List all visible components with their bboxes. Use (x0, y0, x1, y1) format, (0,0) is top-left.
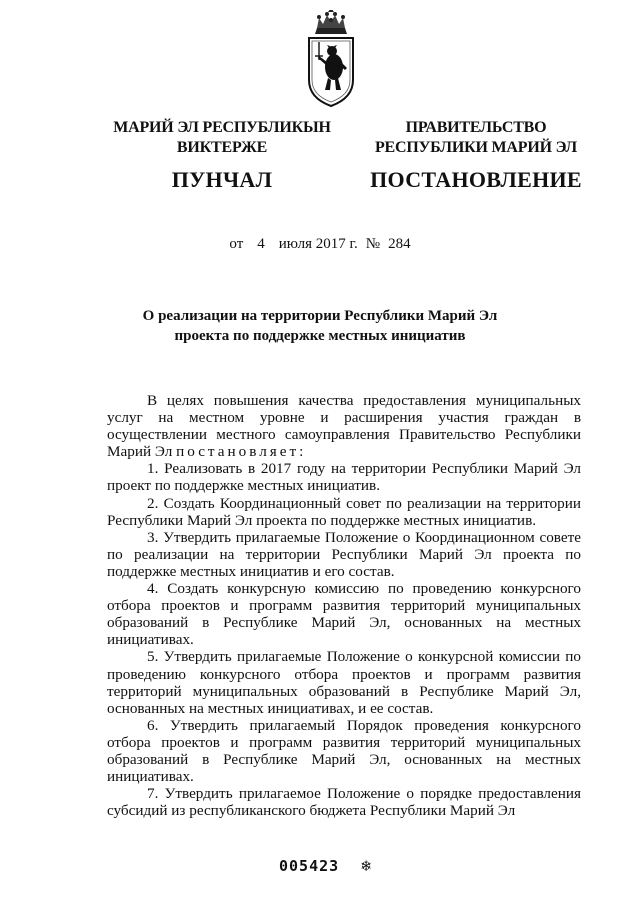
date-day: 4 (257, 236, 265, 252)
header-right-doc-type: ПОСТАНОВЛЕНИЕ (370, 167, 582, 192)
document-number: 284 (388, 236, 411, 252)
number-prefix: № (365, 236, 381, 252)
document-title (0, 306, 640, 346)
header-left-line-2: ВИКТЕРЖЕ (176, 139, 268, 156)
header-right-block (358, 118, 594, 193)
item-2: 2. Создать Координационный совет по реализации на территории Республики Марий Эл проекта по поддержке местных инициатив. (107, 494, 581, 529)
item-7: 7. Утвердить прилагаемое Положение о порядке предоставления субсидий из республиканского бюджета Республики Марий Эл (107, 785, 581, 820)
form-serial-footer (279, 856, 372, 875)
header-right-line-2: РЕСПУБЛИКИ МАРИЙ ЭЛ (374, 139, 578, 156)
coat-of-arms-icon (301, 10, 361, 110)
item-3: 3. Утвердить прилагаемые Положение о Координационном совете по реализации на территории Республики Марий Эл проекта по поддержке местных инициатив и его состав. (107, 528, 581, 580)
item-6: 6. Утвердить прилагаемый Порядок проведения конкурсного отбора проектов и программ развития территорий муниципальных образований в Республике Марий Эл, основанных на местных инициативах. (107, 716, 581, 786)
header-left-line-1: МАРИЙ ЭЛ РЕСПУБЛИКЫН (113, 119, 331, 136)
item-1: 1. Реализовать в 2017 году на территории Республики Марий Эл проект по поддержке местных инициатив. (107, 460, 581, 495)
header-left-doc-type: ПУНЧАЛ (171, 167, 273, 192)
item-4: 4. Создать конкурсную комиссию по проведению конкурсного отбора проектов и программ развития территорий муниципальных образований в Республике Марий Эл, основанных на местных инициативах. (107, 580, 581, 649)
form-serial-number: 005423 (279, 857, 340, 875)
date-month-year: июля 2017 г. (278, 236, 358, 252)
header-left-block (92, 118, 352, 193)
date-prefix: от (229, 236, 244, 252)
title-line-1: О реализации на территории Республики Марий Эл (142, 308, 498, 324)
intro-spaced-word: постановляет: (176, 443, 307, 461)
document-date-line (0, 236, 640, 253)
intro-text: В целях повышения качества предоставления муниципальных услуг на местном уровне и расширения участия граждан в осуществлении местного самоуправления Правительство Республики Марий Эл (107, 392, 581, 461)
item-5: 5. Утвердить прилагаемые Положение о конкурсной комиссии по проведению конкурсного отбора проектов и программ развития территорий муниципальных образований в Республике Марий Эл, основанных на местных инициативах, и ее состав. (107, 648, 581, 717)
header-right-line-1: ПРАВИТЕЛЬСТВО (405, 119, 547, 136)
snowflake-mark-icon: ❄ (361, 856, 372, 875)
document-body (107, 392, 581, 819)
title-line-2: проекта по поддержке местных инициатив (174, 328, 466, 344)
intro-paragraph (107, 392, 581, 460)
